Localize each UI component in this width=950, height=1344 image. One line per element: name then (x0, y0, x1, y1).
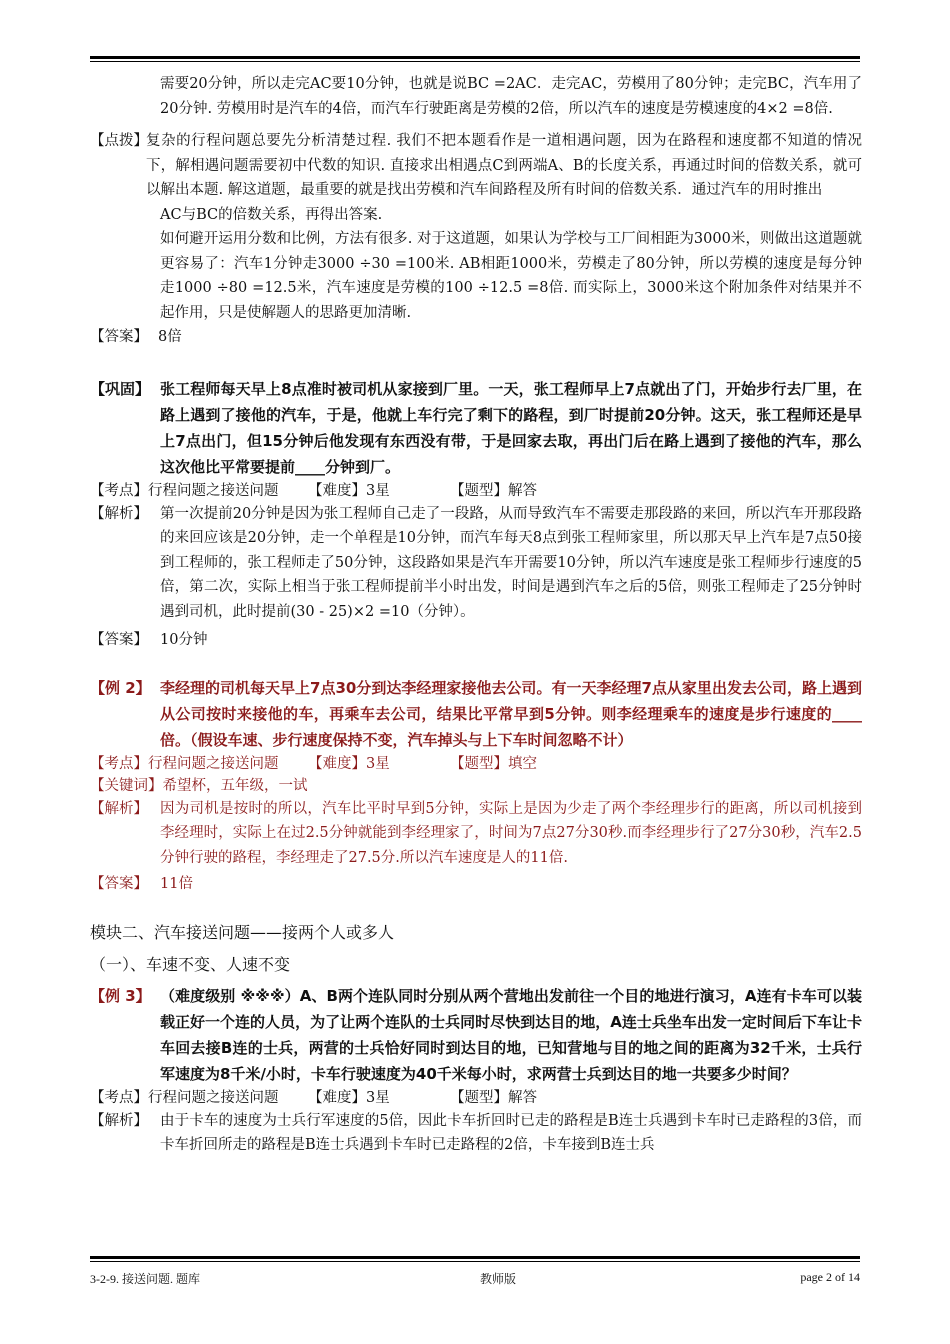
gonggu-nandu: 3星 (366, 482, 390, 499)
gonggu-kaodian: 行程问题之接送问题 (148, 482, 279, 499)
header-rule-thin (90, 61, 860, 62)
example2-jiexi-block (90, 797, 862, 871)
example2-nandu-tag: 【难度】 (308, 755, 366, 772)
answer1-tag: 【答案】 (90, 329, 148, 345)
dianbo-block (90, 129, 862, 325)
gonggu-nandu-tag: 【难度】 (308, 482, 366, 499)
gonggu-tixing-tag: 【题型】 (450, 482, 508, 499)
example3-tag: 【例 3】 (90, 986, 151, 1005)
example2-kaodian: 行程问题之接送问题 (148, 755, 279, 772)
module-title: 模块二、汽车接送问题——接两个人或多人 (90, 922, 395, 942)
example2-jiexi-tag: 【解析】 (90, 800, 148, 817)
example2-tag: 【例 2】 (90, 678, 151, 697)
gonggu-jiexi-block (90, 502, 862, 625)
example2-jiexi: 因为司机是按时的所以，汽车比平时早到5分钟，实际上是因为少走了两个李经理步行的距离，所以司机接到李经理时，实际上在过2.5分钟就能到李经理家了，时间为7点27分30秒.而李经理步行了27分30秒，汽车2.5分钟行驶的路程，李经理走了27.5分.所以汽车速度是人的11倍. (160, 800, 862, 866)
example2-kaodian-tag: 【考点】 (90, 755, 148, 772)
example3-tixing: 解答 (508, 1089, 537, 1106)
footer-rule (90, 1256, 860, 1259)
answer1-text: 8倍 (158, 329, 182, 345)
page-content (90, 72, 862, 1158)
example3-meta (90, 1087, 862, 1109)
gonggu-block (90, 376, 862, 480)
example2-block (90, 675, 862, 753)
example2-tixing: 填空 (508, 755, 537, 772)
header-rule (90, 56, 860, 59)
example2-meta (90, 753, 862, 775)
example2-answer-block (90, 872, 862, 897)
gonggu-answer: 10分钟 (160, 632, 208, 648)
gonggu-tixing: 解答 (508, 482, 537, 499)
footer-doc-name: 3-2-9. 接送问题. 题库 (90, 1272, 200, 1286)
example2-keyword-tag: 【关键词】 (90, 777, 163, 794)
gonggu-jiexi: 第一次提前20分钟是因为张工程师自己走了一段路，从而导致汽车不需要走那段路的来回，所以汽车开那段路的来回应该是20分钟，走一个单程是10分钟，而汽车每天8点到张工程师家里，所以那天早上汽车是7点50接到工程师的，张工程师走了50分钟，这段路如果是汽车开需要10分钟，所以汽车速度是张工程师步行速度的5倍，第二次，实际上相当于张工程师提前半小时出发，时间是遇到汽车之后的5倍，则张工程师走了25分钟时遇到司机，此时提前(30 - 25)×2 =10（分钟）。 (160, 505, 862, 620)
example3-question: （难度级别 ※※※）A、B两个连队同时分别从两个营地出发前往一个目的地进行演习，A连有卡车可以装载正好一个连的人员，为了让两个连队的士兵同时尽快到达目的地，A连士兵坐车出发一定时间后下车让卡车回去接B连的士兵，两营的士兵恰好同时到达目的地，已知营地与目的地之间的距离为32千米，士兵行军速度为8千米/小时，卡车行驶速度为40千米每小时，求两营士兵到达目的地一共要多少时间？ (160, 986, 862, 1083)
footer-edition: 教师版 (480, 1272, 517, 1286)
example2-answer-tag: 【答案】 (90, 876, 148, 892)
module-subtitle: （一）、车速不变、人速不变 (90, 954, 291, 974)
answer1-block (90, 325, 862, 350)
example2-question: 李经理的司机每天早上7点30分到达李经理家接他去公司。有一天李经理7点从家里出发去公司，路上遇到从公司按时来接他的车，再乘车去公司，结果比平常早到5分钟。则李经理乘车的速度是步行速度的____倍。（假设车速、步行速度保持不变，汽车掉头与上下车时间忽略不计） (160, 678, 862, 749)
example2-answer: 11倍 (160, 876, 193, 892)
example3-kaodian: 行程问题之接送问题 (148, 1089, 279, 1106)
example3-jiexi-tag: 【解析】 (90, 1112, 148, 1129)
dianbo-p1: 复杂的行程问题总要先分析清楚过程. 我们不把本题看作是一道相遇问题，因为在路程和速度都不知道的情况下，解相遇问题需要初中代数的知识. 直接求出相遇点C到两端A、B的长度关系，再通过时间的倍数关系，就可以解出本题. 解这道题，最重要的就是找出劳模和汽车间路程及所有时间的倍数关系．通过汽车的用时推出 (146, 133, 862, 198)
dianbo-tag: 【点拨】 (90, 133, 148, 149)
example3-block (90, 983, 862, 1087)
gonggu-answer-block (90, 628, 862, 653)
example2-keyword-line (90, 775, 862, 797)
example2-tixing-tag: 【题型】 (450, 755, 508, 772)
example2-nandu: 3星 (366, 755, 390, 772)
continuation-block (90, 72, 862, 121)
gonggu-question: 张工程师每天早上8点准时被司机从家接到厂里。一天，张工程师早上7点就出了门，开始步行去厂里，在路上遇到了接他的汽车，于是，他就上车行完了剩下的路程，到厂时提前20分钟。这天，张工程师还是早上7点出门，但15分钟后他发现有东西没有带，于是回家去取，再出门后在路上遇到了接他的汽车，那么这次他比平常要提前____分钟到厂。 (160, 379, 862, 476)
example3-kaodian-tag: 【考点】 (90, 1089, 148, 1106)
footer-page-number: page 2 of 14 (800, 1270, 860, 1284)
example3-jiexi: 由于卡车的速度为士兵行军速度的5倍，因此卡车折回时已走的路程是B连士兵遇到卡车时已走路程的3倍，而卡车折回所走的路程是B连士兵遇到卡车时已走路程的2倍，卡车接到B连士兵 (160, 1112, 862, 1153)
gonggu-kaodian-tag: 【考点】 (90, 482, 148, 499)
gonggu-jiexi-tag: 【解析】 (90, 505, 148, 522)
example3-tixing-tag: 【题型】 (450, 1089, 508, 1106)
dianbo-p3: 如何避开运用分数和比例，方法有很多. 对于这道题，如果认为学校与工厂间相距为3000米，则做出这道题就更容易了：汽车1分钟走3000 ÷30 =100米. AB相距1000米，劳模走了80分钟，所以劳模的速度是每分钟走1000 ÷80 =12.5米，汽车速度是劳模的100 ÷12.5 =8倍. 而实际上，3000米这个附加条件对结果并不起作用，只是使解题人的思路更加清晰. (160, 231, 862, 321)
example2-keyword: 希望杯，五年级，一试 (162, 777, 308, 794)
example3-nandu-tag: 【难度】 (308, 1089, 366, 1106)
gonggu-tag: 【巩固】 (90, 379, 151, 398)
continuation-text: 需要20分钟，所以走完AC要10分钟，也就是说BC =2AC．走完AC，劳模用了80分钟；走完BC，汽车用了20分钟. 劳模用时是汽车的4倍，而汽车行驶距离是劳模的2倍，所以汽车的速度是劳模速度的4×2 =8倍. (160, 76, 862, 117)
dianbo-p2: AC与BC的倍数关系，再得出答案. (160, 206, 383, 223)
gonggu-answer-tag: 【答案】 (90, 632, 148, 648)
example3-nandu: 3星 (366, 1089, 390, 1106)
gonggu-meta (90, 480, 862, 502)
example3-jiexi-block (90, 1109, 862, 1158)
footer-rule-thin (90, 1261, 860, 1262)
